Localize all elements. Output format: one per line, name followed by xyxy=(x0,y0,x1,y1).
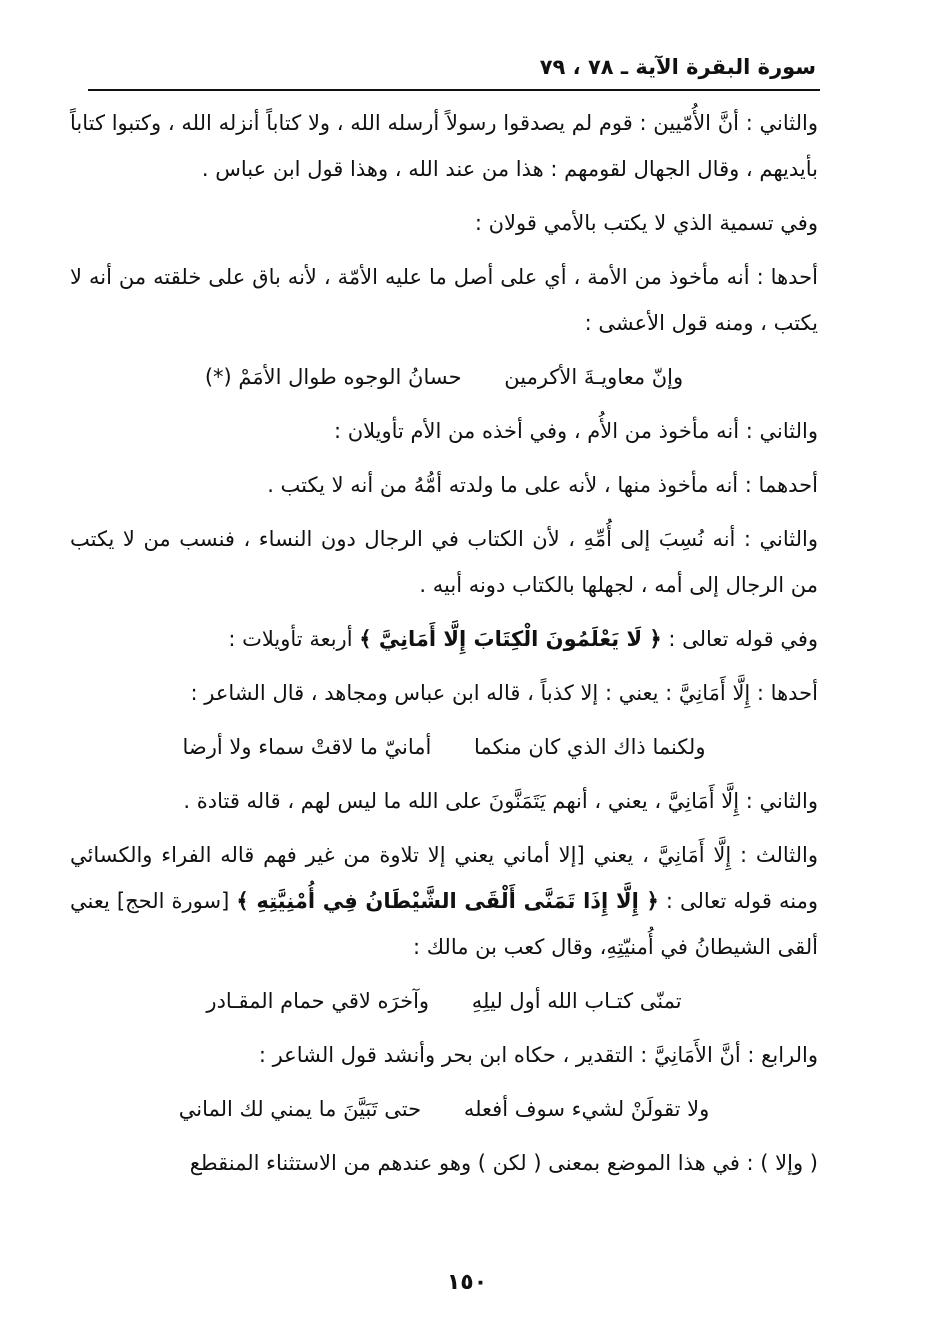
paragraph-text: وفي قوله تعالى : xyxy=(661,627,818,651)
paragraph: أحدها : إِلَّا أَمَانِيَّ : يعني : إلا كذباً ، قاله ابن عباس ومجاهد ، قال الشاعر : xyxy=(190,681,818,705)
poetry-verse xyxy=(70,354,818,400)
poetry-verse xyxy=(70,978,818,1024)
paragraph: وفي تسمية الذي لا يكتب بالأمي قولان : xyxy=(474,211,818,235)
paragraph xyxy=(70,832,818,970)
verse-second-hemistich: حتى تَبَيَّنَ ما يمني لك الماني xyxy=(178,1097,422,1121)
page-number: ١٥٠ xyxy=(446,1270,488,1295)
paragraph: أحدهما : أنه مأخوذ منها ، لأنه على ما ولدته أمُّهُ من أنه لا يكتب . xyxy=(267,473,818,497)
paragraph-text: [سورة الحج] يعني ألقى الشيطانُ في أُمنيّتِهِ، وقال كعب بن مالك : xyxy=(70,889,818,959)
paragraph: والثاني : أنه مأخوذ من الأُم ، وفي أخذه من الأم تأويلان : xyxy=(333,419,818,443)
poetry-verse xyxy=(70,1086,818,1132)
quran-quote: ﴿ لَا يَعْلَمُونَ الْكِتَابَ إِلَّا أَمَانِيَّ ﴾ xyxy=(359,627,662,651)
paragraph: ( وإلا ) : في هذا الموضع بمعنى ( لكن ) وهو عندهم من الاستثناء المنقطع xyxy=(189,1151,818,1175)
paragraph xyxy=(70,616,818,662)
running-header: سورة البقرة الآية ـ ٧٨ ، ٧٩ xyxy=(539,55,816,79)
paragraph: أحدها : أنه مأخوذ من الأمة ، أي على أصل ما عليه الأمّة ، لأنه باق على خلقته من أنه لا يكتب ، ومنه قول الأعشى : xyxy=(70,265,818,335)
header-divider xyxy=(88,89,820,91)
paragraph: والثاني : أنَّ الأُمّيين : قوم لم يصدقوا رسولاً أرسله الله ، ولا كتاباً أنزله الله ، وكتبوا كتاباً بأيديهم ، وقال الجهال لقومهم : هذا من عند الله ، وهذا قول ابن عباس . xyxy=(70,111,818,181)
verse-first-hemistich: ولكنما ذاك الذي كان منكما xyxy=(474,735,706,759)
verse-first-hemistich: وإنّ معاويـةَ الأكرمين xyxy=(504,365,684,389)
verse-second-hemistich: أمانيّ ما لاقتْ سماء ولا أرضا xyxy=(182,735,432,759)
paragraph: والثاني : إِلَّا أَمَانِيَّ ، يعني ، أنهم يَتَمَنَّونَ على الله ما ليس لهم ، قاله قتادة . xyxy=(183,789,818,813)
quran-quote: ﴿ إِلَّا إِذَا تَمَنَّى أَلْقَى الشَّيْطَانُ فِي أُمْنِيَّتِهِ ﴾ xyxy=(236,889,659,913)
paragraph-text: أربعة تأويلات : xyxy=(228,627,360,651)
paragraph: والثاني : أنه نُسِبَ إلى أُمِّهِ ، لأن الكتاب في الرجال دون النساء ، فنسب من لا يكتب من الرجال إلى أمه ، لجهلها بالكتاب دونه أبيه . xyxy=(70,527,818,597)
verse-first-hemistich: تمنّى كتـاب الله أول ليلِهِ xyxy=(471,989,682,1013)
page-body xyxy=(70,100,818,1194)
poetry-verse xyxy=(70,724,818,770)
paragraph-text: والثالث : إِلَّا أَمَانِيَّ ، يعني [إلا أماني يعني إلا تلاوة من غير فهم قاله الفراء والكسائي ومنه قوله تعالى : xyxy=(70,843,818,913)
verse-first-hemistich: ولا تقولَنْ لشيء سوف أفعله xyxy=(463,1097,710,1121)
paragraph: والرابع : أنَّ الأَمَانِيَّ : التقدير ، حكاه ابن بحر وأنشد قول الشاعر : xyxy=(258,1043,818,1067)
verse-second-hemistich: حسانُ الوجوه طوال الأمَمْ (*) xyxy=(204,365,462,389)
verse-second-hemistich: وآخرَه لاقي حمام المقـادر xyxy=(206,989,430,1013)
